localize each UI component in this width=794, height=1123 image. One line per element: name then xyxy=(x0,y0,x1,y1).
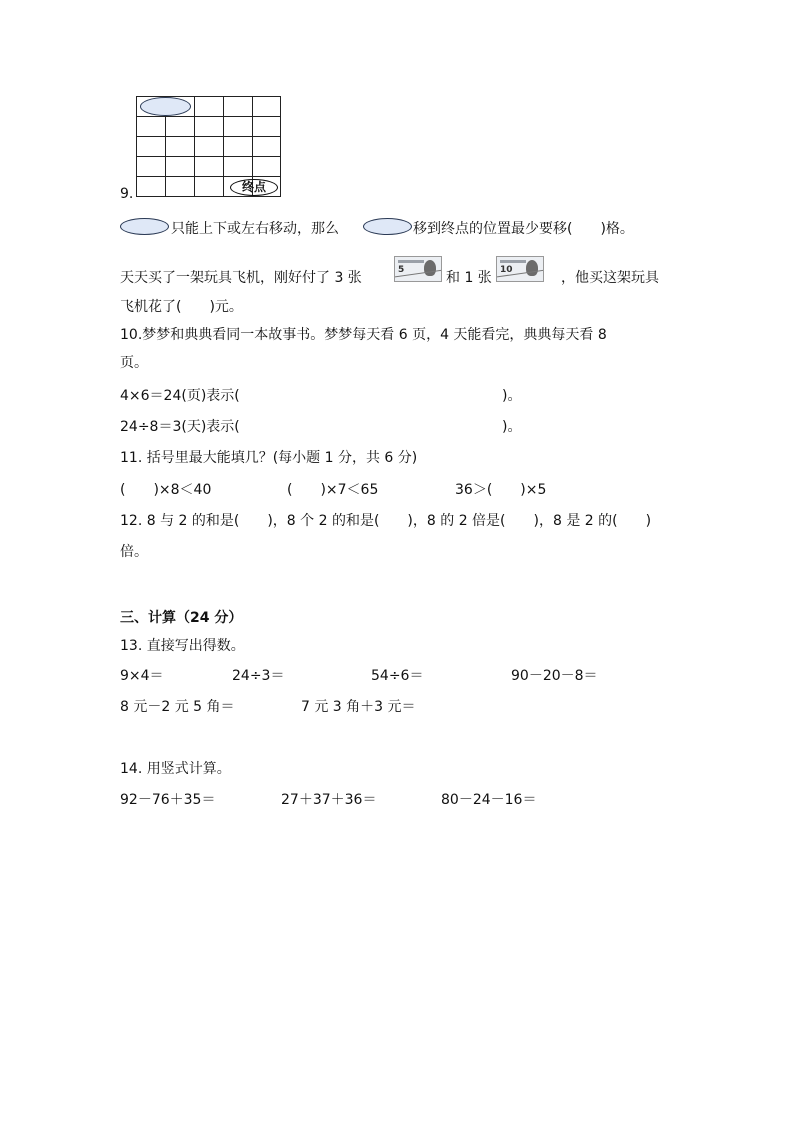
portrait xyxy=(424,260,436,276)
q11-item-c: 36＞( )×5 xyxy=(455,482,547,498)
q14-item: 80－24－16＝ xyxy=(441,792,537,808)
end-stamp: 终点 xyxy=(230,179,278,196)
banknote-5-image xyxy=(394,256,442,282)
q13-title: 13. 直接写出得数。 xyxy=(120,638,245,654)
note-value: 5 xyxy=(398,265,405,275)
q11-item-b: ( )×7＜65 xyxy=(287,482,379,498)
grid-line xyxy=(223,97,224,196)
oval-symbol xyxy=(363,218,412,235)
grid-line xyxy=(137,116,280,117)
note-band xyxy=(500,260,526,263)
portrait xyxy=(526,260,538,276)
q10-expr1: 4×6＝24(页)表示( xyxy=(120,388,240,404)
grid-line xyxy=(194,97,195,196)
q9-text-a: 只能上下或左右移动，那么 xyxy=(171,221,339,237)
question-9-number: 9. xyxy=(120,186,134,202)
grid-line xyxy=(137,136,280,137)
q14-title: 14. 用竖式计算。 xyxy=(120,761,231,777)
money-text-d: 飞机花了( )元。 xyxy=(120,299,243,315)
q10-line2: 页。 xyxy=(120,355,148,371)
q13-item: 90－20－8＝ xyxy=(511,668,598,684)
start-oval xyxy=(140,97,191,116)
q11-title: 11. 括号里最大能填几？(每小题 1 分，共 6 分) xyxy=(120,450,418,466)
money-text-a: 天天买了一架玩具飞机，刚好付了 3 张 xyxy=(120,270,362,286)
q14-item: 92－76＋35＝ xyxy=(120,792,216,808)
note-band xyxy=(398,260,424,263)
q13-item: 8 元－2 元 5 角＝ xyxy=(120,699,235,715)
q10-line1: 10.梦梦和典典看同一本故事书。梦梦每天看 6 页，4 天能看完，典典每天看 8 xyxy=(120,327,607,343)
grid-line xyxy=(137,156,280,157)
money-text-c: ，他买这架玩具 xyxy=(561,270,659,286)
q10-expr2: 24÷8＝3(天)表示( xyxy=(120,419,240,435)
q10-close1: )。 xyxy=(502,388,522,404)
banknote-10-image xyxy=(496,256,544,282)
oval-symbol xyxy=(120,218,169,235)
section-3-title: 三、计算（24 分） xyxy=(120,610,243,626)
q12-line2: 倍。 xyxy=(120,544,148,560)
q13-item: 24÷3＝ xyxy=(232,668,285,684)
q10-close2: )。 xyxy=(502,419,522,435)
q11-item-a: ( )×8＜40 xyxy=(120,482,212,498)
q14-item: 27＋37＋36＝ xyxy=(281,792,377,808)
q12-line1: 12. 8 与 2 的和是( )，8 个 2 的和是( )，8 的 2 倍是( )，8 是 2 的( ) xyxy=(120,513,652,529)
q9-text-b: 移到终点的位置最少要移( )格。 xyxy=(413,221,634,237)
q13-item: 9×4＝ xyxy=(120,668,164,684)
grid-line xyxy=(137,176,280,177)
q13-item: 54÷6＝ xyxy=(371,668,424,684)
money-text-b: 和 1 张 xyxy=(446,270,492,286)
note-value: 10 xyxy=(500,265,513,275)
q13-item: 7 元 3 角＋3 元＝ xyxy=(301,699,416,715)
